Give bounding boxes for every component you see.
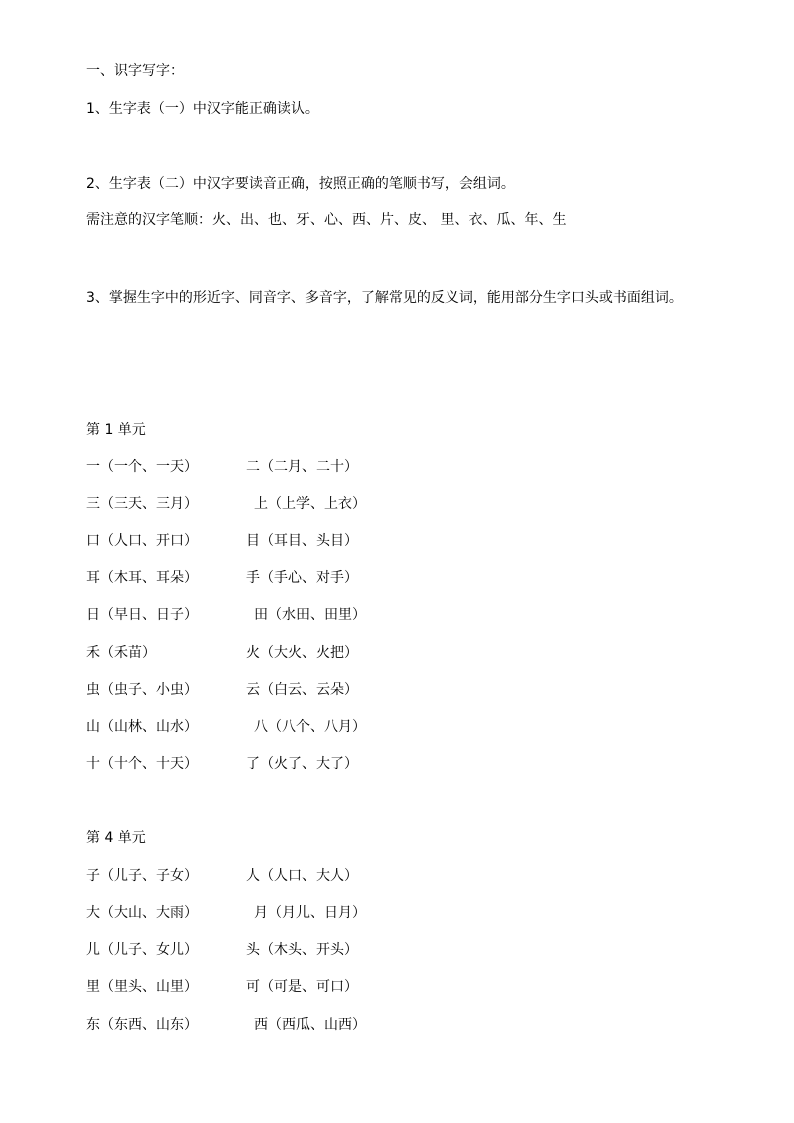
requirement-item-3: 3、掌握生字中的形近字、同音字、多音字，了解常见的反义词，能用部分生字口头或书面组词。 <box>86 290 683 306</box>
requirement-item-2: 2、生字表（二）中汉字要读音正确，按照正确的笔顺书写，会组词。 <box>86 176 515 192</box>
unit-4-word-right: 西（西瓜、山西） <box>254 1017 366 1033</box>
unit-4-word-right: 头（木头、开头） <box>246 942 358 958</box>
unit-1-word-left: 口（人口、开口） <box>86 533 198 549</box>
unit-1-word-right: 二（二月、二十） <box>246 459 358 475</box>
unit-1-word-left: 三（三天、三月） <box>86 496 198 512</box>
unit-1-word-left: 十（十个、十天） <box>86 756 198 772</box>
unit-4-word-left: 里（里头、山里） <box>86 979 198 995</box>
unit-4-word-right: 月（月儿、日月） <box>254 905 366 921</box>
section-heading: 一、识字写字： <box>86 63 184 79</box>
unit-1-word-right: 了（火了、大了） <box>246 756 358 772</box>
unit-1-word-left: 虫（虫子、小虫） <box>86 682 198 698</box>
unit-1-word-right: 火（大火、火把） <box>246 645 358 661</box>
requirement-item-1: 1、生字表（一）中汉字能正确读认。 <box>86 101 319 117</box>
unit-1-word-right: 手（手心、对手） <box>246 570 358 586</box>
unit-4-word-left: 大（大山、大雨） <box>86 905 198 921</box>
unit-1-word-left: 耳（木耳、耳朵） <box>86 570 198 586</box>
unit-1-title: 第 1 单元 <box>86 422 146 438</box>
stroke-order-note: 需注意的汉字笔顺：火、出、也、牙、心、西、片、皮、 里、衣、瓜、年、生 <box>86 212 567 228</box>
unit-1-word-right: 目（耳目、头目） <box>246 533 358 549</box>
unit-1-word-left: 日（早日、日子） <box>86 607 198 623</box>
unit-4-word-right: 人（人口、大人） <box>246 868 358 884</box>
unit-4-word-left: 儿（儿子、女儿） <box>86 942 198 958</box>
unit-1-word-right: 田（水田、田里） <box>254 607 366 623</box>
unit-4-word-left: 东（东西、山东） <box>86 1017 198 1033</box>
unit-1-word-left: 一（一个、一天） <box>86 459 198 475</box>
unit-4-title: 第 4 单元 <box>86 830 146 846</box>
unit-1-word-right: 上（上学、上衣） <box>254 496 366 512</box>
unit-4-word-left: 子（儿子、子女） <box>86 868 198 884</box>
unit-4-word-right: 可（可是、可口） <box>246 979 358 995</box>
unit-1-word-left: 山（山林、山水） <box>86 719 198 735</box>
unit-1-word-right: 八（八个、八月） <box>254 719 366 735</box>
unit-1-word-left: 禾（禾苗） <box>86 645 156 661</box>
unit-1-word-right: 云（白云、云朵） <box>246 682 358 698</box>
